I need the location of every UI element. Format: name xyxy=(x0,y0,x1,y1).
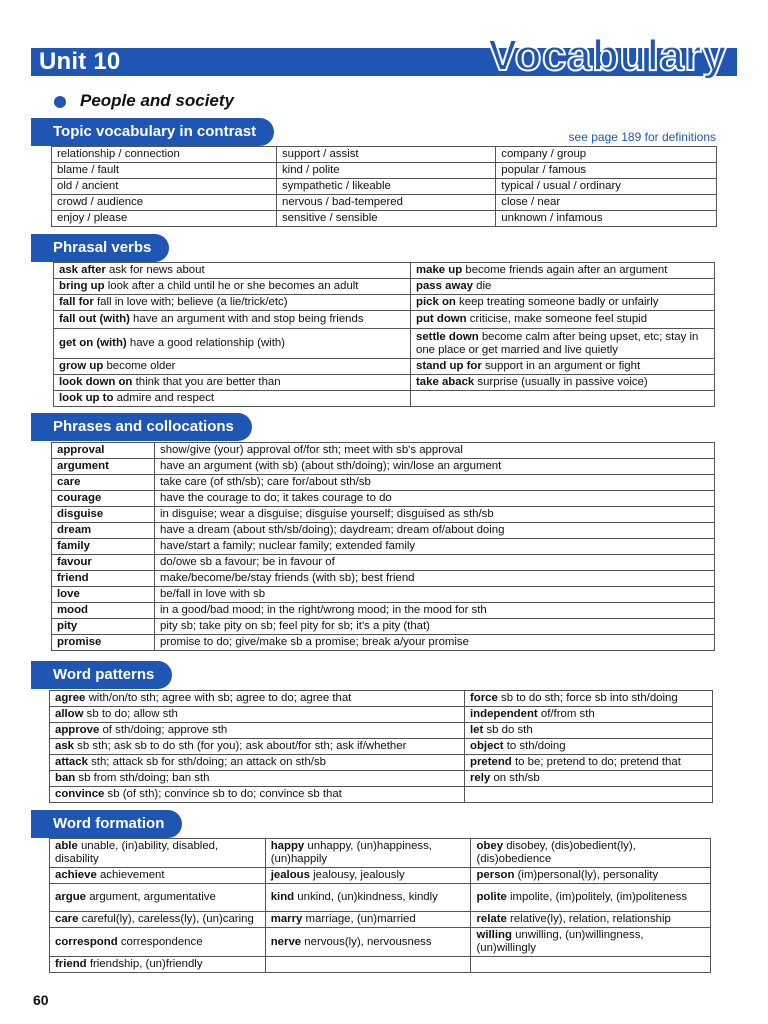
table-row xyxy=(54,263,715,279)
entry-term: relate xyxy=(476,913,507,925)
entry-term: get on (with) xyxy=(59,337,127,349)
table-cell: do/owe sb a favour; be in favour of xyxy=(155,555,715,571)
entry-definition: have a good relationship (with) xyxy=(126,337,285,349)
table-row xyxy=(52,147,717,163)
table-cell xyxy=(54,391,411,407)
table-cell xyxy=(471,868,711,884)
table-cell: support / assist xyxy=(276,147,495,163)
table-cell xyxy=(50,707,465,723)
table-row xyxy=(52,571,715,587)
table-cell: make/become/be/stay friends (with sb); best friend xyxy=(155,571,715,587)
table-row xyxy=(52,475,715,491)
table-cell: love xyxy=(52,587,155,603)
table-row xyxy=(52,539,715,555)
entry-definition: fall in love with; believe (a lie/trick/etc) xyxy=(93,296,288,308)
entry-term: achieve xyxy=(55,869,97,881)
unit-title: Unit 10 xyxy=(39,48,121,75)
entry-term: happy xyxy=(270,840,305,852)
table-cell xyxy=(465,691,713,707)
entry-term: pick on xyxy=(416,296,456,308)
table-cell: in a good/bad mood; in the right/wrong mood; in the mood for sth xyxy=(155,603,715,619)
entry-definition: become friends again after an argument xyxy=(462,264,668,276)
table-cell xyxy=(54,279,411,295)
table-cell xyxy=(411,263,715,279)
entry-term: make up xyxy=(416,264,463,276)
table-cell: be/fall in love with sb xyxy=(155,587,715,603)
table-cell: kind / polite xyxy=(276,163,495,179)
table-row xyxy=(50,912,711,928)
entry-term: pretend xyxy=(470,756,512,768)
table-cell xyxy=(411,279,715,295)
table-cell xyxy=(50,884,266,912)
entry-term: able xyxy=(55,840,78,852)
entry-term: correspond xyxy=(55,935,118,948)
entry-term: person xyxy=(476,869,515,881)
entry-definition: admire and respect xyxy=(113,392,215,404)
table-row xyxy=(50,755,713,771)
formation-heading: Word formation xyxy=(31,810,182,838)
entry-definition: nervous(ly), nervousness xyxy=(301,935,432,948)
table-cell xyxy=(465,755,713,771)
entry-term: fall out (with) xyxy=(59,313,130,325)
entry-term: pass away xyxy=(416,280,473,292)
table-row xyxy=(54,375,715,391)
table-row xyxy=(52,163,717,179)
phrases-table xyxy=(51,442,715,651)
table-cell: argument xyxy=(52,459,155,475)
table-row xyxy=(52,603,715,619)
entry-term: approve xyxy=(55,724,100,736)
entry-definition: become older xyxy=(103,360,176,372)
entry-term: force xyxy=(470,692,498,704)
unit-header xyxy=(31,31,737,85)
entry-term: allow xyxy=(55,708,84,720)
table-row xyxy=(52,443,715,459)
table-row xyxy=(50,787,713,803)
table-cell xyxy=(265,912,471,928)
entry-term: fall for xyxy=(59,296,94,308)
entry-term: settle down xyxy=(416,330,479,343)
entry-term: friend xyxy=(55,958,87,970)
table-cell xyxy=(411,375,715,391)
table-row xyxy=(52,211,717,227)
table-row xyxy=(52,619,715,635)
entry-term: willing xyxy=(476,929,512,941)
table-cell xyxy=(50,771,465,787)
table-cell xyxy=(465,707,713,723)
entry-term: marry xyxy=(270,913,303,925)
topic-table xyxy=(51,146,717,227)
entry-term: look down on xyxy=(59,376,133,388)
table-cell: care xyxy=(52,475,155,491)
table-row xyxy=(52,507,715,523)
table-cell: blame / fault xyxy=(52,163,277,179)
table-cell xyxy=(54,295,411,311)
table-cell xyxy=(50,739,465,755)
entry-definition: impolite, (im)politely, (im)politeness xyxy=(506,891,688,903)
table-cell: disguise xyxy=(52,507,155,523)
phrasal-table xyxy=(53,262,715,407)
section-title-text: People and society xyxy=(80,91,234,110)
table-cell: favour xyxy=(52,555,155,571)
table-cell xyxy=(411,295,715,311)
table-cell: old / ancient xyxy=(52,179,277,195)
table-cell: popular / famous xyxy=(496,163,717,179)
see-page-note: see page 189 for definitions xyxy=(568,130,716,144)
table-cell: have an argument (with sb) (about sth/doing); win/lose an argument xyxy=(155,459,715,475)
entry-definition: unable, (in)ability, disabled, disability xyxy=(55,840,219,865)
table-cell xyxy=(471,884,711,912)
table-cell: friend xyxy=(52,571,155,587)
entry-definition: friendship, (un)friendly xyxy=(86,958,203,970)
table-cell: have a dream (about sth/sb/doing); daydream; dream of/about doing xyxy=(155,523,715,539)
table-row xyxy=(50,691,713,707)
entry-definition: to be; pretend to do; pretend that xyxy=(511,756,681,768)
entry-term: rely xyxy=(470,772,491,784)
phrasal-heading: Phrasal verbs xyxy=(31,234,169,262)
entry-term: argue xyxy=(55,891,87,903)
table-cell: mood xyxy=(52,603,155,619)
entry-definition: sb to do sth; force sb into sth/doing xyxy=(497,692,678,704)
entry-term: object xyxy=(470,740,504,752)
table-cell: courage xyxy=(52,491,155,507)
table-cell xyxy=(265,928,471,957)
table-cell xyxy=(411,359,715,375)
table-row xyxy=(50,707,713,723)
table-cell xyxy=(265,957,471,973)
entry-term: attack xyxy=(55,756,88,768)
entry-term: agree xyxy=(55,692,86,704)
entry-term: independent xyxy=(470,708,538,720)
entry-definition: achievement xyxy=(96,869,165,881)
entry-term: stand up for xyxy=(416,360,482,372)
table-cell xyxy=(471,839,711,868)
table-row xyxy=(50,723,713,739)
page-number: 60 xyxy=(33,992,49,1008)
table-row xyxy=(50,957,711,973)
entry-term: ban xyxy=(55,772,76,784)
entry-definition: careful(ly), careless(ly), (un)caring xyxy=(78,913,254,925)
table-cell: approval xyxy=(52,443,155,459)
table-cell: unknown / infamous xyxy=(496,211,717,227)
table-cell xyxy=(50,691,465,707)
entry-term: ask after xyxy=(59,264,106,276)
entry-definition: of sth/doing; approve sth xyxy=(99,724,228,736)
table-cell xyxy=(50,839,266,868)
entry-term: nerve xyxy=(270,935,302,948)
table-row xyxy=(50,884,711,912)
table-cell: have the courage to do; it takes courage to do xyxy=(155,491,715,507)
table-cell: promise xyxy=(52,635,155,651)
table-cell xyxy=(54,375,411,391)
table-cell: sympathetic / likeable xyxy=(276,179,495,195)
table-cell xyxy=(471,912,711,928)
entry-definition: unwilling, (un)willingness, (un)willingly xyxy=(476,929,644,954)
entry-definition: (im)personal(ly), personality xyxy=(514,869,659,881)
table-row xyxy=(54,329,715,359)
table-cell: nervous / bad-tempered xyxy=(276,195,495,211)
entry-definition: support in an argument or fight xyxy=(481,360,641,372)
table-row xyxy=(54,295,715,311)
entry-definition: relative(ly), relation, relationship xyxy=(506,913,671,925)
entry-term: care xyxy=(55,913,79,925)
table-row xyxy=(54,279,715,295)
table-row xyxy=(50,928,711,957)
entry-definition: surprise (usually in passive voice) xyxy=(474,376,648,388)
table-cell xyxy=(50,723,465,739)
entry-definition: sb sth; ask sb to do sth (for you); ask about/for sth; ask if/whether xyxy=(74,740,407,752)
table-cell xyxy=(50,957,266,973)
table-cell: show/give (your) approval of/for sth; meet with sb's approval xyxy=(155,443,715,459)
entry-definition: sb to do; allow sth xyxy=(83,708,178,720)
table-row xyxy=(52,555,715,571)
patterns-table xyxy=(49,690,713,803)
table-cell: sensitive / sensible xyxy=(276,211,495,227)
table-cell: family xyxy=(52,539,155,555)
entry-definition: argument, argumentative xyxy=(86,891,216,903)
table-cell xyxy=(50,787,465,803)
entry-definition: keep treating someone badly or unfairly xyxy=(455,296,659,308)
table-row xyxy=(52,635,715,651)
entry-definition: sth; attack sb for sth/doing; an attack on sth/sb xyxy=(87,756,327,768)
entry-definition: jealousy, jealously xyxy=(309,869,405,881)
table-cell: in disguise; wear a disguise; disguise yourself; disguised as sth/sb xyxy=(155,507,715,523)
entry-definition: have an argument with and stop being friends xyxy=(129,313,364,325)
entry-definition: ask for news about xyxy=(105,264,205,276)
entry-definition: think that you are better than xyxy=(132,376,281,388)
table-cell xyxy=(265,839,471,868)
table-cell xyxy=(411,391,715,407)
table-cell xyxy=(54,311,411,329)
entry-term: kind xyxy=(270,891,295,903)
entry-definition: marriage, (un)married xyxy=(302,913,416,925)
table-cell: enjoy / please xyxy=(52,211,277,227)
table-row xyxy=(50,771,713,787)
table-row xyxy=(52,491,715,507)
table-cell xyxy=(465,771,713,787)
table-cell: close / near xyxy=(496,195,717,211)
entry-term: obey xyxy=(476,840,504,852)
formation-table xyxy=(49,838,711,973)
table-cell xyxy=(411,329,715,359)
entry-definition: of/from sth xyxy=(537,708,595,720)
table-row xyxy=(52,195,717,211)
entry-definition: die xyxy=(473,280,492,292)
table-cell xyxy=(471,928,711,957)
entry-definition: with/on/to sth; agree with sb; agree to do; agree that xyxy=(85,692,352,704)
entry-term: jealous xyxy=(270,869,310,881)
table-cell xyxy=(50,868,266,884)
table-cell xyxy=(50,755,465,771)
section-title xyxy=(54,91,234,111)
phrases-heading: Phrases and collocations xyxy=(31,413,252,441)
table-cell xyxy=(465,787,713,803)
vocabulary-title: Vocabulary xyxy=(488,31,727,80)
entry-definition: sb do sth xyxy=(483,724,533,736)
table-cell xyxy=(265,884,471,912)
entry-definition: become calm after being upset, etc; stay in one place or get married and live quietly xyxy=(416,330,699,356)
table-cell xyxy=(54,263,411,279)
entry-term: take aback xyxy=(416,376,475,388)
table-cell xyxy=(54,329,411,359)
table-cell xyxy=(54,359,411,375)
table-cell: take care (of sth/sb); care for/about sth/sb xyxy=(155,475,715,491)
entry-definition: unhappy, (un)happiness, (un)happily xyxy=(270,840,432,865)
table-cell: pity xyxy=(52,619,155,635)
table-cell xyxy=(265,868,471,884)
table-cell xyxy=(471,957,711,973)
entry-definition: to sth/doing xyxy=(503,740,566,752)
table-cell: company / group xyxy=(496,147,717,163)
entry-term: grow up xyxy=(59,360,104,372)
entry-definition: look after a child until he or she becomes an adult xyxy=(104,280,359,292)
entry-term: polite xyxy=(476,891,507,903)
table-row xyxy=(54,311,715,329)
table-row xyxy=(52,587,715,603)
entry-term: ask xyxy=(55,740,75,752)
entry-term: convince xyxy=(55,788,105,800)
entry-term: look up to xyxy=(59,392,114,404)
table-row xyxy=(54,359,715,375)
entry-definition: disobey, (dis)obedient(ly), (dis)obedience xyxy=(476,840,636,865)
entry-term: let xyxy=(470,724,484,736)
table-cell: crowd / audience xyxy=(52,195,277,211)
table-cell xyxy=(465,739,713,755)
entry-definition: on sth/sb xyxy=(490,772,540,784)
entry-definition: unkind, (un)kindness, kindly xyxy=(294,891,438,903)
entry-definition: sb from sth/doing; ban sth xyxy=(75,772,210,784)
topic-heading: Topic vocabulary in contrast xyxy=(31,118,274,146)
table-cell xyxy=(50,912,266,928)
table-row xyxy=(52,459,715,475)
entry-definition: correspondence xyxy=(117,935,203,948)
table-row xyxy=(54,391,715,407)
entry-term: put down xyxy=(416,313,467,325)
patterns-heading: Word patterns xyxy=(31,661,172,689)
table-cell: typical / usual / ordinary xyxy=(496,179,717,195)
table-cell: pity sb; take pity on sb; feel pity for sb; it's a pity (that) xyxy=(155,619,715,635)
table-row xyxy=(50,868,711,884)
table-cell xyxy=(411,311,715,329)
table-cell: relationship / connection xyxy=(52,147,277,163)
entry-term: bring up xyxy=(59,280,105,292)
table-cell xyxy=(465,723,713,739)
table-row xyxy=(52,179,717,195)
table-cell: have/start a family; nuclear family; extended family xyxy=(155,539,715,555)
table-cell: promise to do; give/make sb a promise; break a/your promise xyxy=(155,635,715,651)
entry-definition: sb (of sth); convince sb to do; convince sb that xyxy=(104,788,342,800)
table-cell xyxy=(50,928,266,957)
table-row xyxy=(52,523,715,539)
table-cell: dream xyxy=(52,523,155,539)
entry-definition: criticise, make someone feel stupid xyxy=(466,313,648,325)
table-row xyxy=(50,839,711,868)
table-row xyxy=(50,739,713,755)
